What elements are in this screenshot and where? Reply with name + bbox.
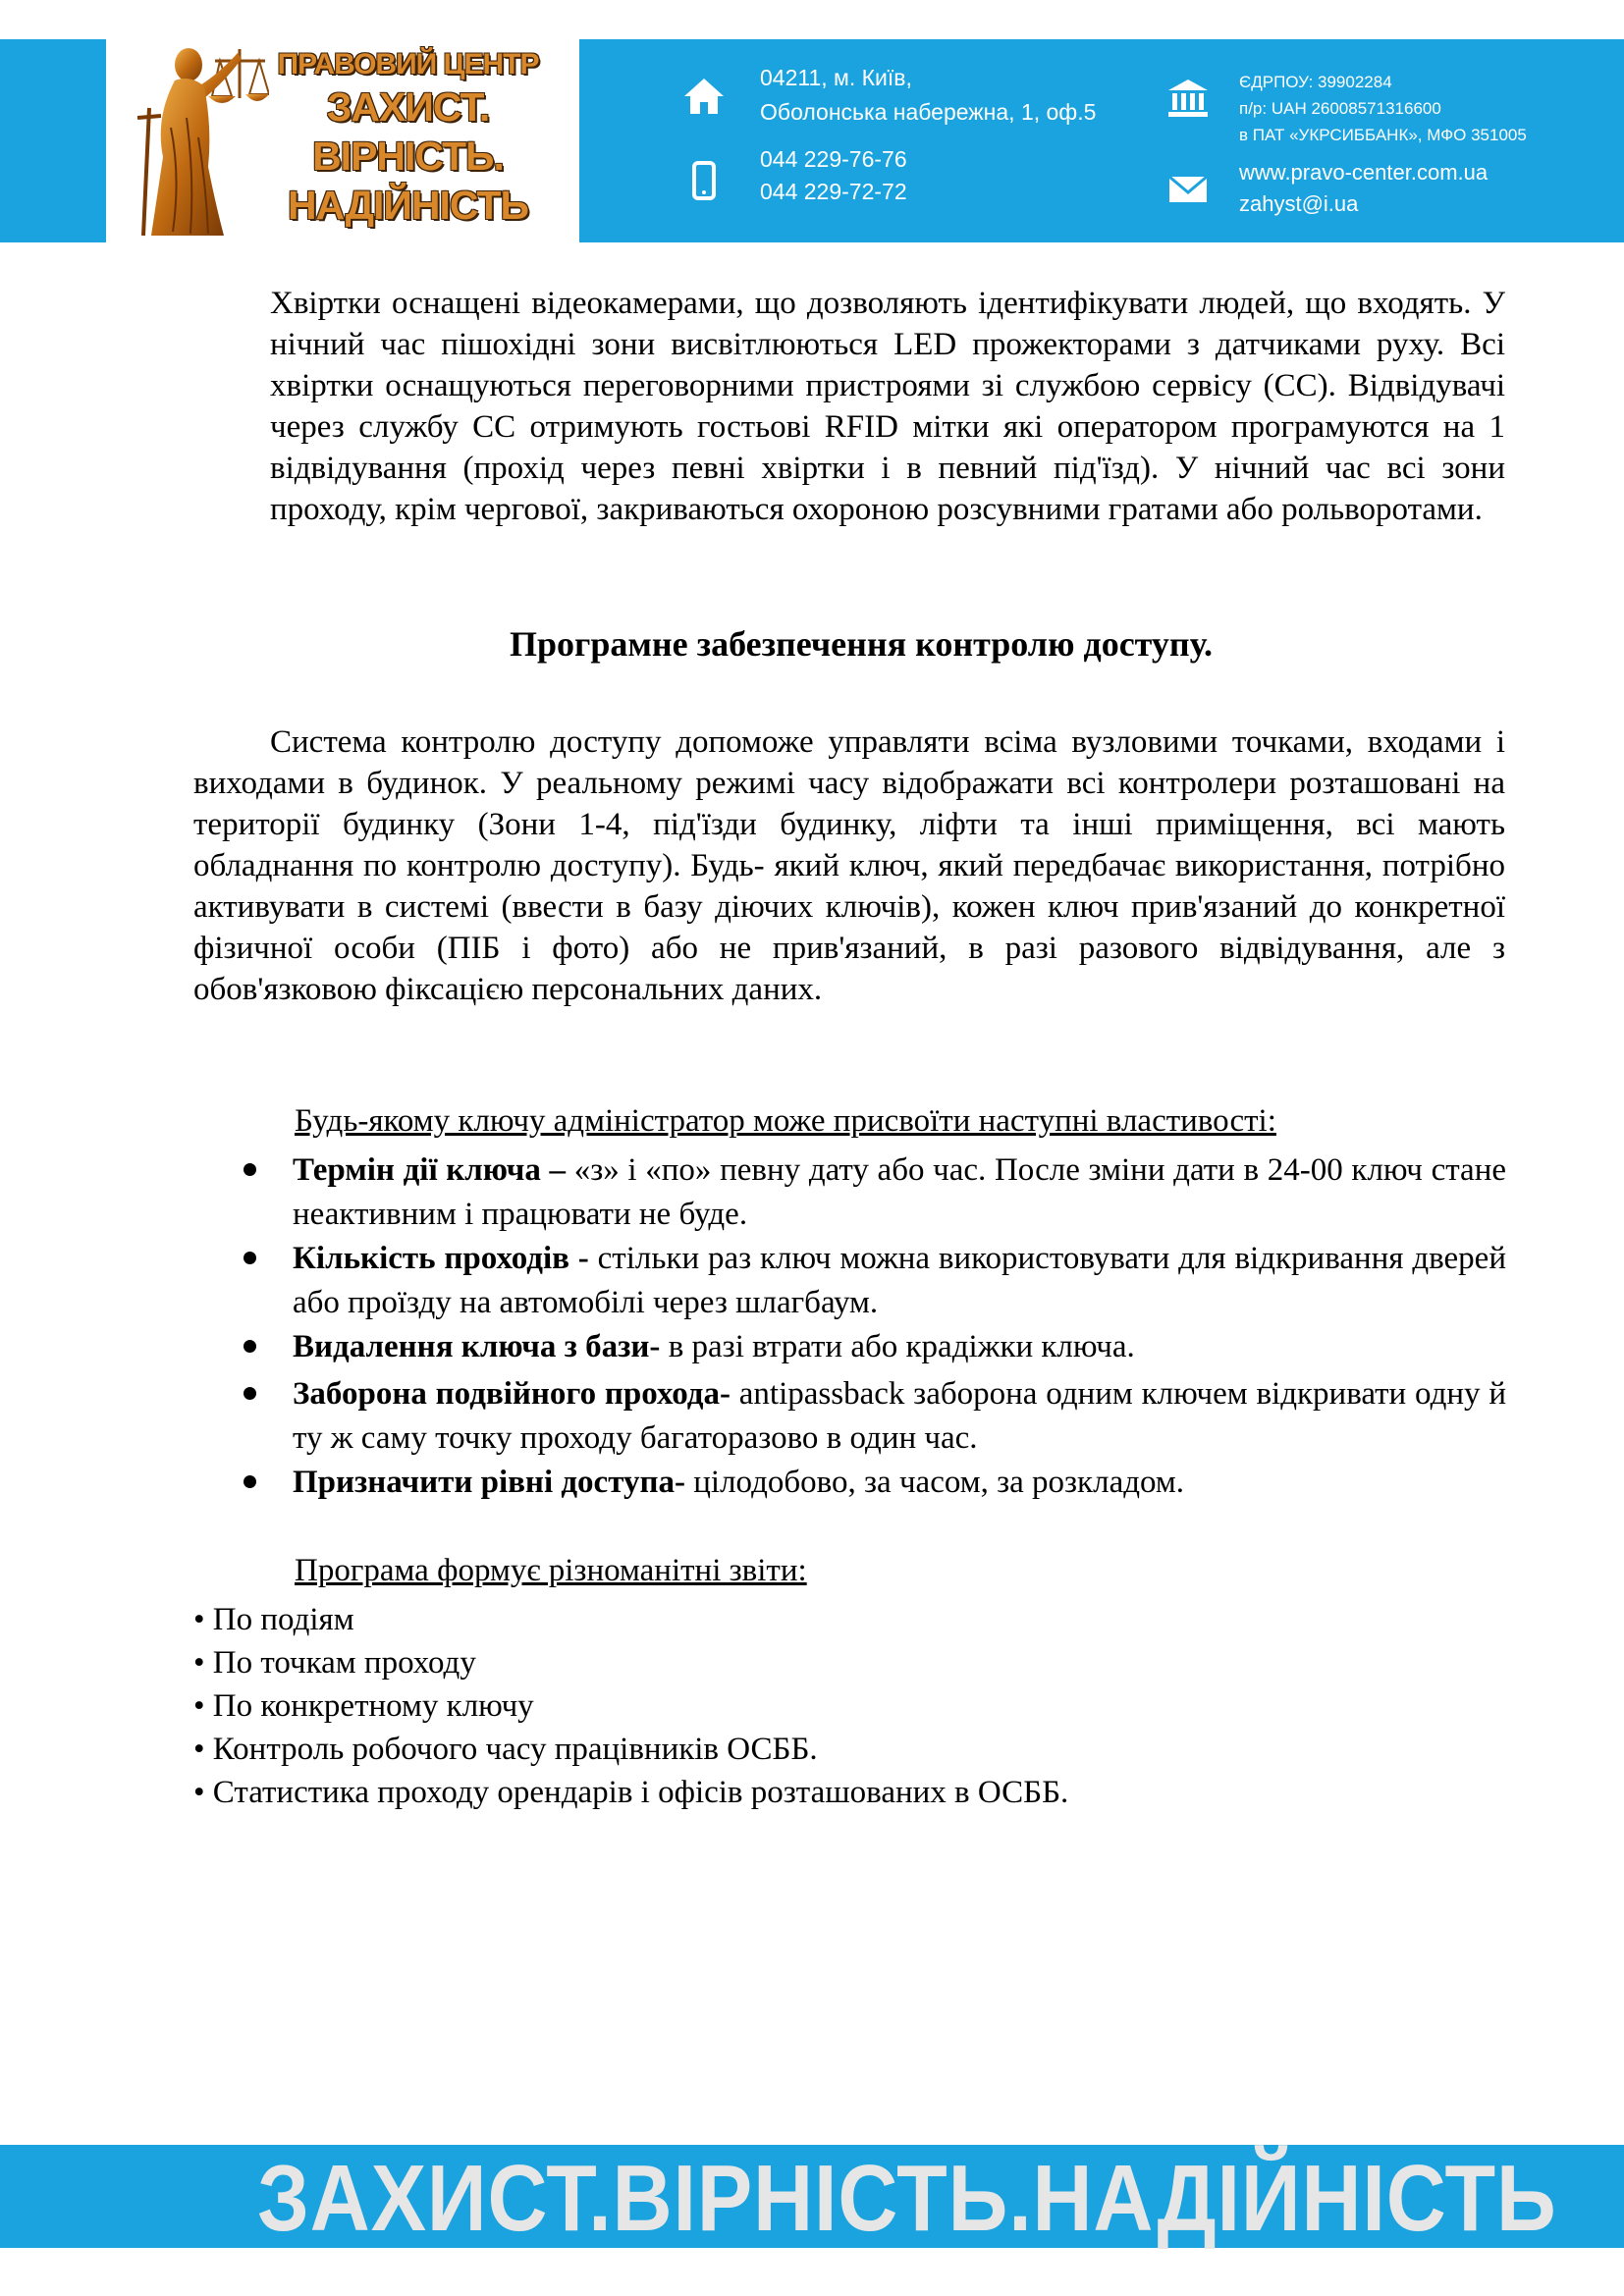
list-item-term: Видалення ключа з бази-: [293, 1329, 661, 1364]
list-item-term: Заборона подвійного прохода-: [293, 1376, 731, 1412]
bullet-icon: [244, 1340, 256, 1353]
logo-line-2: ЗАХИСТ.: [326, 84, 490, 130]
list-item-text: antipassback заборона одним ключем відкривати одну й ту ж саму точку проходу багаторазово в один час.: [293, 1376, 1506, 1456]
list-item-text: цілодобово, за часом, за розкладом.: [684, 1465, 1185, 1500]
report-item: • По конкретному ключу: [193, 1688, 534, 1724]
logo-line-4: НАДІЙНІСТЬ: [288, 183, 528, 228]
list-item: [244, 1461, 1506, 1505]
phone-1: 044 229-76-76: [760, 146, 907, 172]
report-item: • Статистика проходу орендарів і офісів розташованих в ОСББ.: [193, 1775, 1069, 1810]
mail-icon: [1166, 167, 1210, 210]
bank-icon: [1166, 77, 1210, 120]
list-item-term: Призначити рівні доступа-: [293, 1465, 685, 1500]
email-link[interactable]: zahyst@i.ua: [1239, 191, 1359, 216]
bank-line-2: п/р: UAH 26008571316600: [1239, 99, 1441, 118]
properties-lead: Будь-якому ключу адміністратор може присвоїти наступні властивості:: [295, 1103, 1276, 1139]
list-item: [244, 1148, 1506, 1237]
web-contacts: [1239, 157, 1488, 220]
report-item: • Контроль робочого часу працівників ОСББ.: [193, 1732, 818, 1767]
logo-line-3: ВІРНІСТЬ.: [312, 133, 504, 179]
website-link[interactable]: www.pravo-center.com.ua: [1239, 160, 1489, 185]
list-item-term: Кількість проходів -: [293, 1241, 589, 1276]
bank-line-3: в ПАТ «УКРСИББАНК», МФО 351005: [1239, 126, 1527, 144]
list-item: [244, 1325, 1506, 1369]
bank-details: [1239, 69, 1527, 148]
phone-icon: [682, 159, 726, 202]
address-line-1: 04211, м. Київ,: [760, 65, 912, 90]
logo: [106, 39, 579, 242]
logo-line-1: ПРАВОВИЙ ЦЕНТР: [277, 48, 539, 80]
address: [760, 61, 1096, 130]
bank-line-1: ЄДРПОУ: 39902284: [1239, 73, 1392, 91]
logo-text: [239, 47, 577, 230]
bullet-icon: [244, 1387, 256, 1400]
paragraph-access-system: Система контролю доступу допоможе управляти всіма вузловими точками, входами і виходами в будинок. У реальному режимі часу відображати всі контролери розташовані на території будинку (Зони 1-4, під'їзди будинку, ліфти та інші приміщення, всі мають обладнання по контролю доступу). Будь- який ключ, який передбачає використання, потрібно активувати в системі (ввести в базу діючих ключів), кожен ключ прив'язаний до конкретної фізичної особи (ПІБ і фото) або не прив'язаний, в разі разового відвідування, але з обов'язковою фіксацією персональних даних.: [193, 724, 1505, 1007]
bullet-icon: [244, 1163, 256, 1176]
home-icon: [682, 75, 726, 118]
phone-2: 044 229-72-72: [760, 179, 907, 204]
list-item: [244, 1237, 1506, 1325]
report-item: • По точкам проходу: [193, 1645, 476, 1681]
reports-lead: Програма формує різноманітні звіти:: [295, 1553, 807, 1588]
address-line-2: Оболонська набережна, 1, оф.5: [760, 99, 1097, 125]
list-item: [244, 1372, 1506, 1461]
bullet-icon: [244, 1475, 256, 1488]
paragraph-gates: Хвіртки оснащені відеокамерами, що дозволяють ідентифікувати людей, що входять. У нічний час пішохідні зони висвітлюються LED прожекторами з датчиками руху. Всі хвіртки оснащуються переговорними пристроями зі службою сервісу (СС). Відвідувачі через службу СС отримують гостьові RFID мітки які оператором програмуются на 1 відвідування (прохід через певні хвіртки і в певний під'їзд). У нічний час всі зони проходу, крім чергової, закриваються охороною розсувними гратами або рольворотами.: [270, 286, 1505, 527]
bullet-icon: [244, 1252, 256, 1264]
footer-slogan: ЗАХИСТ.ВІРНІСТЬ.НАДІЙНІСТЬ: [257, 2146, 1557, 2251]
section-heading: Програмне забезпечення контролю доступу.: [509, 624, 1214, 664]
phones: [760, 143, 907, 208]
list-item-term: Термін дії ключа –: [293, 1152, 567, 1188]
report-item: • По подіям: [193, 1602, 354, 1637]
list-item-text: стільки раз ключ можна використовувати для відкривання дверей або проїзду на автомобілі через шлагбаум.: [293, 1241, 1506, 1320]
list-item-text: «з» і «по» певну дату або час. После зміни дати в 24-00 ключ стане неактивним і працювати не буде.: [293, 1152, 1506, 1232]
list-item-text: в разі втрати або крадіжки ключа.: [660, 1329, 1135, 1364]
